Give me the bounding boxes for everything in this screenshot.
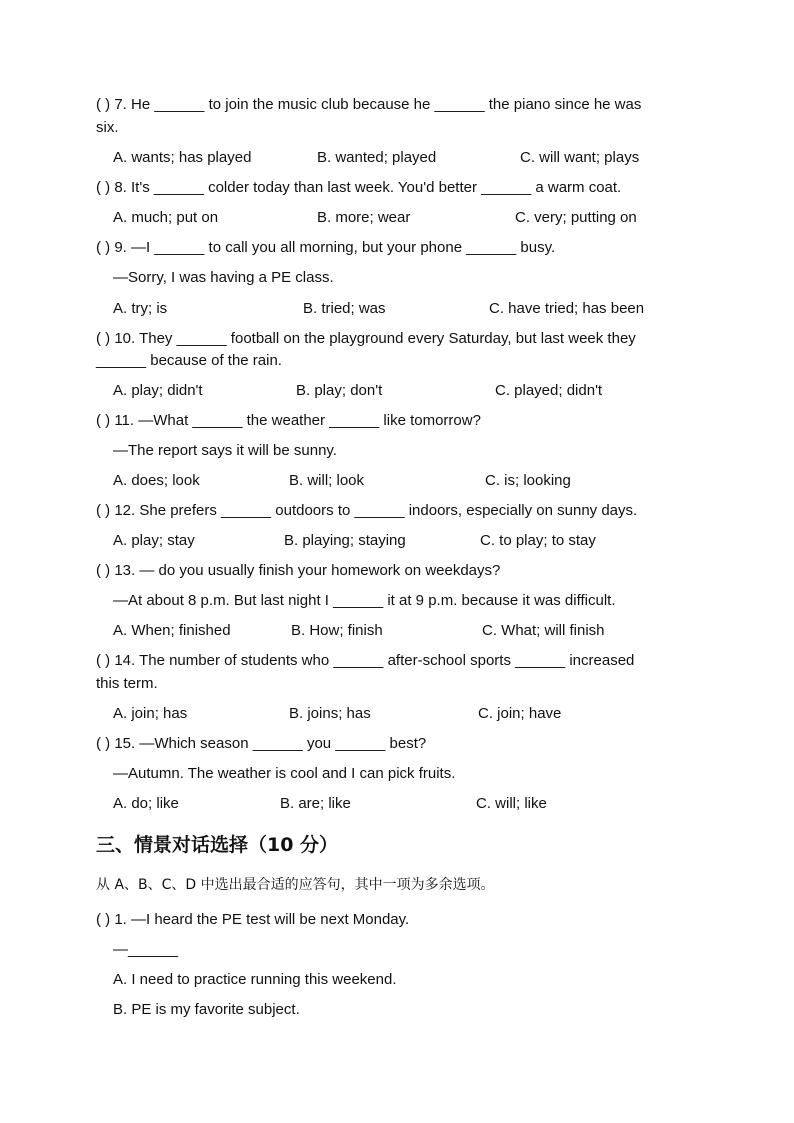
question-12: ( ) 12. She prefers ______ outdoors to ______ indoors, especially on sunny days.: [96, 502, 638, 519]
question-8: ( ) 8. It's ______ colder today than last week. You'd better ______ a warm coat.: [96, 179, 622, 196]
question-14: ( ) 14. The number of students who ______ after-school sports ______ increased: [96, 652, 635, 669]
question-10: ( ) 10. They ______ football on the playground every Saturday, but last week they: [96, 330, 636, 347]
dialogue-option-b: B. PE is my favorite subject.: [113, 1001, 300, 1018]
section-3-instruction: 从 A、B、C、D 中选出最合适的应答句，其中一项为多余选项。: [96, 877, 495, 893]
q8-option-c: C. very; putting on: [515, 209, 637, 226]
q9-reply: —Sorry, I was having a PE class.: [113, 269, 334, 286]
q13-option-b: B. How; finish: [291, 622, 383, 639]
q8-option-a: A. much; put on: [113, 209, 219, 226]
q13-option-a: A. When; finished: [113, 622, 231, 639]
q14-option-c: C. join; have: [478, 705, 562, 722]
q15-option-a: A. do; like: [113, 795, 179, 812]
q14-option-a: A. join; has: [113, 705, 188, 722]
q9-option-b: B. tried; was: [303, 300, 386, 317]
q14-option-b: B. joins; has: [289, 705, 371, 722]
q11-option-c: C. is; looking: [485, 472, 571, 489]
question-10-continued: ______ because of the rain.: [96, 352, 282, 369]
question-11: ( ) 11. —What ______ the weather ______ like tomorrow?: [96, 412, 481, 429]
q13-reply: —At about 8 p.m. But last night I ______ it at 9 p.m. because it was difficult.: [113, 592, 616, 609]
q11-option-a: A. does; look: [113, 472, 200, 489]
q10-option-a: A. play; didn't: [113, 382, 203, 399]
q12-option-b: B. playing; staying: [284, 532, 406, 549]
q15-option-c: C. will; like: [476, 795, 547, 812]
q11-reply: —The report says it will be sunny.: [113, 442, 337, 459]
dialogue-1-reply-blank: —______: [113, 941, 179, 958]
question-15: ( ) 15. —Which season ______ you ______ best?: [96, 735, 427, 752]
question-7-continued: six.: [96, 119, 119, 136]
q15-option-b: B. are; like: [280, 795, 351, 812]
q12-option-a: A. play; stay: [113, 532, 195, 549]
q11-option-b: B. will; look: [289, 472, 365, 489]
question-13: ( ) 13. — do you usually finish your homework on weekdays?: [96, 562, 501, 579]
q13-option-c: C. What; will finish: [482, 622, 605, 639]
q7-option-c: C. will want; plays: [520, 149, 640, 166]
question-7: ( ) 7. He ______ to join the music club because he ______ the piano since he was: [96, 96, 642, 113]
q9-option-c: C. have tried; has been: [489, 300, 645, 317]
q10-option-b: B. play; don't: [296, 382, 383, 399]
question-9: ( ) 9. —I ______ to call you all morning, but your phone ______ busy.: [96, 239, 556, 256]
q10-option-c: C. played; didn't: [495, 382, 603, 399]
q7-option-a: A. wants; has played: [113, 149, 252, 166]
section-3-title: 三、情景对话选择（10 分）: [96, 834, 339, 856]
dialogue-question-1: ( ) 1. —I heard the PE test will be next Monday.: [96, 911, 410, 928]
dialogue-option-a: A. I need to practice running this weekend.: [113, 971, 397, 988]
question-14-continued: this term.: [96, 675, 158, 692]
q7-option-b: B. wanted; played: [317, 149, 437, 166]
q9-option-a: A. try; is: [113, 300, 168, 317]
q8-option-b: B. more; wear: [317, 209, 411, 226]
q12-option-c: C. to play; to stay: [480, 532, 596, 549]
q15-reply: —Autumn. The weather is cool and I can pick fruits.: [113, 765, 456, 782]
